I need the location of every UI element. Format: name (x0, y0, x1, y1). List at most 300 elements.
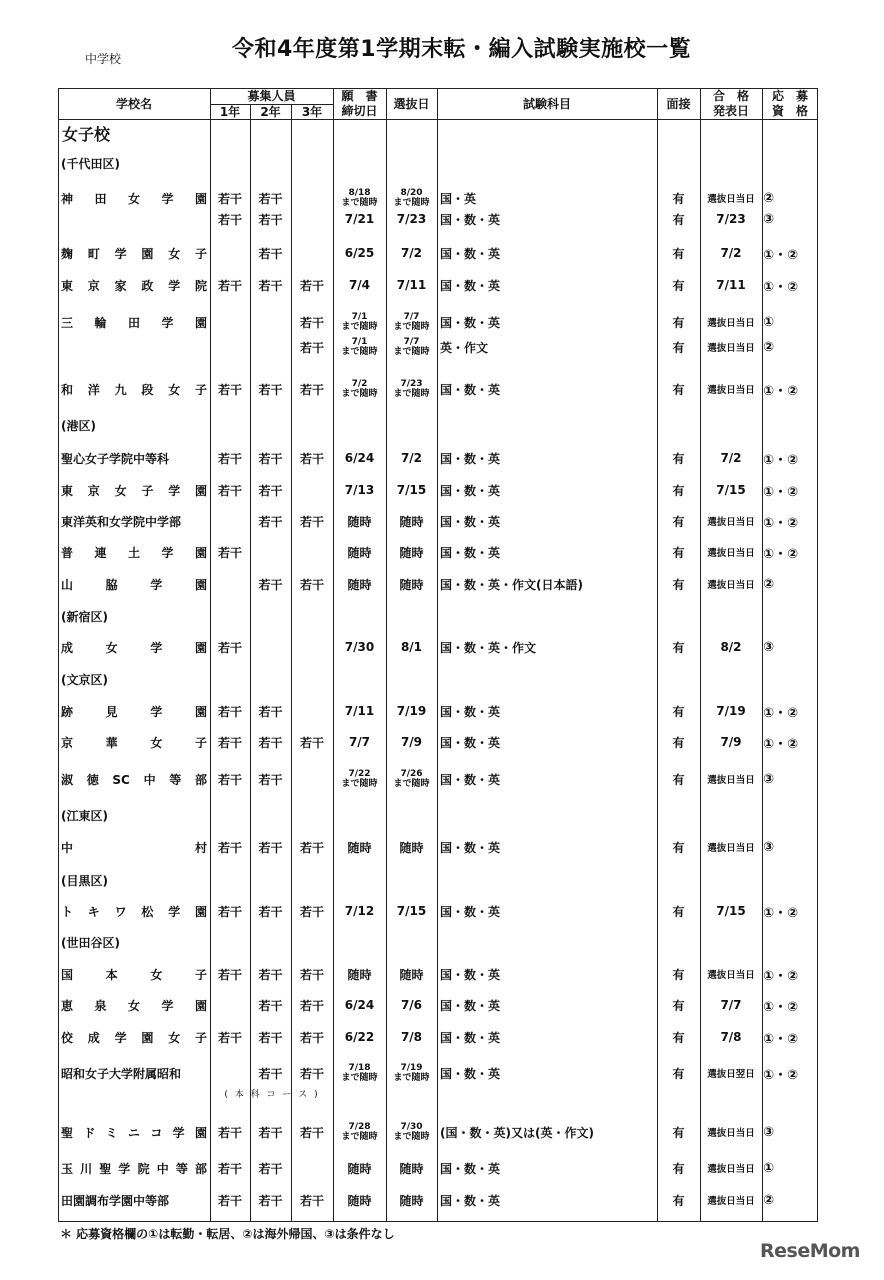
interview: 有 (672, 1066, 685, 1081)
table-row (0, 731, 884, 753)
interview: 有 (672, 382, 685, 397)
school-name (61, 1062, 207, 1084)
recruit-year3 (291, 700, 333, 722)
selection-date-note: まで随時 (393, 1073, 430, 1083)
table-row (0, 187, 884, 209)
recruit-year1-value: 若干 (217, 735, 242, 750)
recruit-year2 (250, 311, 291, 333)
school-name (61, 836, 207, 858)
eligibility: ③ (763, 639, 775, 655)
table-row (0, 700, 884, 722)
exam-subjects: 国・数・英 (440, 315, 501, 330)
selection-date-value: 7/2 (400, 451, 423, 465)
interview: 有 (672, 1125, 685, 1140)
recruit-year2-value: 若干 (258, 704, 283, 719)
recruit-year2 (250, 1189, 291, 1211)
eligibility: ② (763, 1192, 775, 1208)
selection-date (386, 994, 437, 1016)
recruit-year2-value: 若干 (258, 967, 283, 982)
selection-date (386, 731, 437, 753)
selection-date (386, 1121, 437, 1143)
eligibility: ① (763, 314, 775, 330)
ward-label: (江東区) (61, 809, 108, 823)
result-announcement: 選抜日当日 (707, 343, 755, 354)
recruit-year3 (291, 274, 333, 296)
recruit-year1 (210, 836, 250, 858)
recruit-year1-value: 若干 (217, 191, 242, 206)
selection-date (386, 1157, 437, 1179)
table-row (0, 1157, 884, 1179)
interview: 有 (672, 998, 685, 1013)
recruit-year3 (291, 187, 333, 209)
selection-date-value: 7/8 (400, 1030, 423, 1044)
result-announcement: 7/19 (716, 704, 746, 718)
recruit-year2-value: 若干 (258, 772, 283, 787)
recruit-year3 (291, 479, 333, 501)
selection-date (386, 768, 437, 790)
application-deadline (333, 636, 386, 658)
recruit-year2-value: 若干 (258, 1066, 283, 1081)
recruit-year3-value: 若干 (299, 1066, 324, 1081)
recruit-year2 (250, 1062, 291, 1084)
selection-date-value: 7/7 (403, 312, 420, 322)
recruit-year1 (210, 1157, 250, 1179)
recruit-year2-value: 若干 (258, 1161, 283, 1176)
exam-subjects: 英・作文 (440, 340, 489, 355)
exam-subjects: 国・英 (440, 191, 477, 206)
recruit-year3 (291, 768, 333, 790)
selection-date (386, 274, 437, 296)
recruit-year1-value: 若干 (217, 772, 242, 787)
recruit-year2-value: 若干 (258, 735, 283, 750)
selection-date-note: まで随時 (393, 198, 430, 208)
school-name-text: 麹町学園女子 (61, 246, 207, 261)
application-deadline (333, 1189, 386, 1211)
recruit-year2 (250, 1121, 291, 1143)
recruit-year2-value: 若干 (258, 840, 283, 855)
interview: 有 (672, 772, 685, 787)
result-announcement: 7/9 (720, 735, 742, 749)
eligibility: ①・② (763, 484, 799, 500)
table-row (0, 510, 884, 532)
application-deadline (333, 994, 386, 1016)
eligibility: ①・② (763, 968, 799, 984)
application-deadline-note: まで随時 (341, 347, 378, 357)
recruit-year3 (291, 836, 333, 858)
table-row (0, 541, 884, 563)
eligibility: ② (763, 339, 775, 355)
recruit-year1 (210, 242, 250, 264)
recruit-year2 (250, 336, 291, 358)
exam-subjects: 国・数・英 (440, 967, 501, 982)
school-name (61, 479, 207, 501)
recruit-year2 (250, 541, 291, 563)
interview: 有 (672, 1193, 685, 1208)
result-announcement: 7/8 (720, 1030, 742, 1044)
recruit-year1-value: 若干 (217, 640, 242, 655)
recruit-year2 (250, 510, 291, 532)
ward-label: (文京区) (61, 673, 108, 687)
table-row (0, 208, 884, 230)
selection-date-value: 7/7 (403, 337, 420, 347)
selection-date-value: 随時 (399, 1193, 424, 1208)
selection-date-value: 随時 (399, 967, 424, 982)
recruit-year2-value: 若干 (258, 212, 283, 227)
eligibility: ①・② (763, 999, 799, 1015)
header-year3: 3年 (301, 105, 323, 119)
school-name-text: 神田女学園 (61, 191, 207, 206)
application-deadline-value: 6/22 (344, 1030, 375, 1044)
recruit-year3 (291, 447, 333, 469)
result-announcement: 選抜日当日 (707, 548, 755, 559)
recruit-year3-value: 若干 (299, 514, 324, 529)
result-announcement: 7/7 (720, 998, 742, 1012)
school-name (61, 447, 207, 469)
recruit-year1 (210, 274, 250, 296)
recruit-year1 (210, 311, 250, 333)
eligibility: ③ (763, 839, 775, 855)
recruit-year3 (291, 1121, 333, 1143)
exam-subjects: 国・数・英 (440, 704, 501, 719)
recruit-year2 (250, 700, 291, 722)
recruit-year1 (210, 900, 250, 922)
result-announcement: 選抜日当日 (707, 318, 755, 329)
application-deadline (333, 731, 386, 753)
recruit-year1-value: 若干 (217, 451, 242, 466)
result-announcement: 選抜日当日 (707, 194, 755, 205)
result-announcement: 選抜日当日 (707, 1164, 755, 1175)
selection-date-value: 7/11 (396, 278, 427, 292)
recruit-year3 (291, 1026, 333, 1048)
recruit-year1 (210, 963, 250, 985)
application-deadline (333, 447, 386, 469)
recruit-year3-value: 若干 (299, 577, 324, 592)
application-deadline-value: 6/24 (344, 451, 375, 465)
school-name (61, 1121, 207, 1143)
selection-date (386, 1026, 437, 1048)
page-title: 令和4年度第1学期末転・編入試験実施校一覧 (232, 37, 692, 62)
column-divider (291, 104, 292, 1222)
recruit-year1 (210, 731, 250, 753)
recruit-year1 (210, 510, 250, 532)
school-name (61, 768, 207, 790)
school-name (61, 573, 207, 595)
application-deadline-value: 7/22 (348, 769, 371, 779)
recruit-year1 (210, 700, 250, 722)
selection-date-value: 随時 (399, 577, 424, 592)
application-deadline (333, 242, 386, 264)
selection-date-value: 8/20 (400, 188, 423, 198)
header-year1: 1年 (219, 105, 241, 119)
recruit-year3 (291, 731, 333, 753)
recruit-year3 (291, 573, 333, 595)
selection-date-value: 8/1 (400, 640, 423, 654)
recruit-year1 (210, 541, 250, 563)
eligibility: ①・② (763, 1067, 799, 1083)
application-deadline (333, 1121, 386, 1143)
recruit-year3-value: 若干 (299, 967, 324, 982)
exam-subjects: 国・数・英 (440, 246, 501, 261)
application-deadline-note: まで随時 (341, 198, 378, 208)
recruit-year1 (210, 336, 250, 358)
school-name (61, 274, 207, 296)
header-subjects: 試験科目 (522, 97, 571, 111)
application-deadline-value: 7/21 (344, 212, 375, 226)
header-school: 学校名 (115, 97, 152, 111)
eligibility: ①・② (763, 515, 799, 531)
recruit-year2-value: 若干 (258, 577, 283, 592)
header-recruit: 募集人員 (247, 89, 296, 103)
school-name (61, 378, 207, 400)
selection-date-value: 7/9 (400, 735, 423, 749)
eligibility: ①・② (763, 279, 799, 295)
recruit-year1 (210, 479, 250, 501)
recruit-year2-value: 若干 (258, 483, 283, 498)
table-row (0, 336, 884, 358)
school-name-text: 成女学園 (61, 640, 207, 655)
selection-date-value: 7/2 (400, 246, 423, 260)
application-deadline-value: 6/24 (344, 998, 375, 1012)
eligibility: ①・② (763, 546, 799, 562)
selection-date (386, 541, 437, 563)
exam-subjects: 国・数・英 (440, 840, 501, 855)
recruit-year1-value: 若干 (217, 904, 242, 919)
selection-date-value: 7/15 (396, 483, 427, 497)
recruit-year2 (250, 994, 291, 1016)
school-name-text: 山脇学園 (61, 577, 207, 592)
recruit-year1-value: 若干 (217, 967, 242, 982)
recruit-year1-value: 若干 (217, 704, 242, 719)
result-announcement: 選抜日当日 (707, 385, 755, 396)
application-deadline (333, 378, 386, 400)
recruit-year3 (291, 510, 333, 532)
selection-date-value: 7/15 (396, 904, 427, 918)
recruit-year3-value: 若干 (299, 340, 324, 355)
recruit-year3-value: 若干 (299, 1125, 324, 1140)
ward-label: (新宿区) (61, 610, 108, 624)
selection-date (386, 208, 437, 230)
interview: 有 (672, 904, 685, 919)
application-deadline-value: 7/2 (351, 379, 368, 389)
recruit-year1 (210, 208, 250, 230)
interview: 有 (672, 278, 685, 293)
school-name (61, 1189, 207, 1211)
recruit-year1 (210, 1026, 250, 1048)
interview: 有 (672, 1030, 685, 1045)
interview: 有 (672, 451, 685, 466)
recruit-year2 (250, 1026, 291, 1048)
school-name (61, 900, 207, 922)
recruit-year3-value: 若干 (299, 735, 324, 750)
selection-date (386, 336, 437, 358)
application-deadline-value: 7/7 (348, 735, 371, 749)
header-eligibility-bottom: 資 格 (771, 104, 808, 118)
exam-subjects: (国・数・英)又は(英・作文) (440, 1125, 594, 1140)
school-name (61, 208, 207, 230)
eligibility: ①・② (763, 736, 799, 752)
application-deadline-note: まで随時 (341, 1073, 378, 1083)
result-announcement: 7/11 (716, 278, 746, 292)
exam-subjects: 国・数・英 (440, 1161, 501, 1176)
recruit-year1-value: 若干 (217, 1030, 242, 1045)
recruit-year3-value: 若干 (299, 1030, 324, 1045)
school-name-text: 田園調布学園中等部 (61, 1193, 170, 1208)
school-name-text: 普連土学園 (61, 545, 207, 560)
recruit-year2 (250, 573, 291, 595)
school-name (61, 700, 207, 722)
result-announcement: 選抜日当日 (707, 775, 755, 786)
recruit-year3-value: 若干 (299, 904, 324, 919)
recruit-year2 (250, 900, 291, 922)
interview: 有 (672, 577, 685, 592)
header-interview: 面接 (666, 97, 691, 111)
recruit-year2 (250, 208, 291, 230)
application-deadline (333, 573, 386, 595)
table-row (0, 768, 884, 790)
interview: 有 (672, 483, 685, 498)
recruit-year3-value: 若干 (299, 278, 324, 293)
recruit-year2 (250, 378, 291, 400)
school-name-text: 国本女子 (61, 967, 207, 982)
school-name (61, 187, 207, 209)
exam-subjects: 国・数・英・作文 (440, 640, 537, 655)
recruit-year1-value: 若干 (217, 278, 242, 293)
application-deadline-value: 7/1 (351, 337, 368, 347)
exam-subjects: 国・数・英・作文(日本語) (440, 577, 583, 592)
table-row (0, 274, 884, 296)
school-name-text: 東京女子学園 (61, 483, 207, 498)
application-deadline (333, 700, 386, 722)
table-row (0, 573, 884, 595)
eligibility: ② (763, 576, 775, 592)
application-deadline (333, 1026, 386, 1048)
recruit-year3-value: 若干 (299, 998, 324, 1013)
selection-date-note: まで随時 (393, 347, 430, 357)
recruit-year3 (291, 1189, 333, 1211)
school-name-text: 京華女子 (61, 735, 207, 750)
recruit-year1-value: 若干 (217, 483, 242, 498)
application-deadline (333, 187, 386, 209)
recruit-year1 (210, 1189, 250, 1211)
selection-date-note: まで随時 (393, 322, 430, 332)
recruit-year1 (210, 994, 250, 1016)
application-deadline (333, 1157, 386, 1179)
resemom-logo: ReseMom (760, 1240, 860, 1262)
exam-subjects: 国・数・英 (440, 998, 501, 1013)
school-name-text: 玉川聖学院中等部 (61, 1161, 207, 1176)
application-deadline-note: まで随時 (341, 779, 378, 789)
selection-date-value: 随時 (399, 545, 424, 560)
application-deadline-value: 7/1 (351, 312, 368, 322)
table-row (0, 1062, 884, 1084)
application-deadline-value: 7/13 (344, 483, 375, 497)
application-deadline (333, 336, 386, 358)
recruit-year3 (291, 336, 333, 358)
exam-subjects: 国・数・英 (440, 904, 501, 919)
result-announcement: 選抜日翌日 (707, 1069, 755, 1080)
table-row (0, 1026, 884, 1048)
recruit-year2-value: 若干 (258, 382, 283, 397)
eligibility: ② (763, 190, 775, 206)
table-row (0, 963, 884, 985)
school-name-text: 三輪田学園 (61, 315, 207, 330)
application-deadline (333, 1062, 386, 1084)
school-name (61, 336, 207, 358)
header-selection: 選抜日 (393, 97, 430, 111)
recruit-year3-value: 若干 (299, 1193, 324, 1208)
application-deadline-value: 随時 (347, 577, 372, 592)
recruit-year3 (291, 541, 333, 563)
table-row (0, 994, 884, 1016)
school-name (61, 1157, 207, 1179)
selection-date-value: 7/30 (400, 1122, 423, 1132)
interview: 有 (672, 545, 685, 560)
recruit-year2-value: 若干 (258, 904, 283, 919)
result-announcement: 選抜日当日 (707, 517, 755, 528)
table-row (0, 479, 884, 501)
interview: 有 (672, 315, 685, 330)
eligibility: ①・② (763, 383, 799, 399)
eligibility: ③ (763, 1124, 775, 1140)
application-deadline-note: まで随時 (341, 322, 378, 332)
school-name-text: 東洋英和女学院中学部 (61, 514, 182, 529)
selection-date-value: 7/19 (400, 1063, 423, 1073)
application-deadline-value: 随時 (347, 514, 372, 529)
exam-subjects: 国・数・英 (440, 772, 501, 787)
recruit-year1 (210, 1062, 250, 1084)
recruit-year1-value: 若干 (217, 382, 242, 397)
school-name-text: トキワ松学園 (61, 904, 207, 919)
recruit-year1 (210, 447, 250, 469)
result-announcement: 選抜日当日 (707, 1196, 755, 1207)
school-level-label: 中学校 (85, 52, 122, 66)
selection-date-value: 7/19 (396, 704, 427, 718)
recruit-year3-value: 若干 (299, 451, 324, 466)
recruit-year2 (250, 479, 291, 501)
application-deadline-value: 7/30 (344, 640, 375, 654)
recruit-year3 (291, 900, 333, 922)
application-deadline (333, 208, 386, 230)
selection-date-note: まで随時 (393, 389, 430, 399)
recruit-year2-value: 若干 (258, 1193, 283, 1208)
interview: 有 (672, 340, 685, 355)
header-announce-bottom: 発表日 (712, 104, 749, 118)
recruit-year3-value: 若干 (299, 382, 324, 397)
school-name (61, 963, 207, 985)
recruit-year3 (291, 636, 333, 658)
selection-date (386, 1189, 437, 1211)
recruit-year1-value: 若干 (217, 212, 242, 227)
recruit-year3 (291, 963, 333, 985)
table-row (0, 447, 884, 469)
eligibility: ①・② (763, 905, 799, 921)
header-divider (58, 119, 818, 120)
table-row (0, 836, 884, 858)
recruit-year2-value: 若干 (258, 246, 283, 261)
selection-date-note: まで随時 (393, 779, 430, 789)
selection-date (386, 573, 437, 595)
table-row (0, 242, 884, 264)
recruit-year2-value: 若干 (258, 514, 283, 529)
result-announcement: 選抜日当日 (707, 843, 755, 854)
recruit-year1-value: 若干 (217, 1193, 242, 1208)
selection-date-value: 7/23 (396, 212, 427, 226)
section-heading: 女子校 (62, 125, 111, 144)
recruit-year3 (291, 311, 333, 333)
result-announcement: 選抜日当日 (707, 970, 755, 981)
interview: 有 (672, 1161, 685, 1176)
school-name (61, 242, 207, 264)
